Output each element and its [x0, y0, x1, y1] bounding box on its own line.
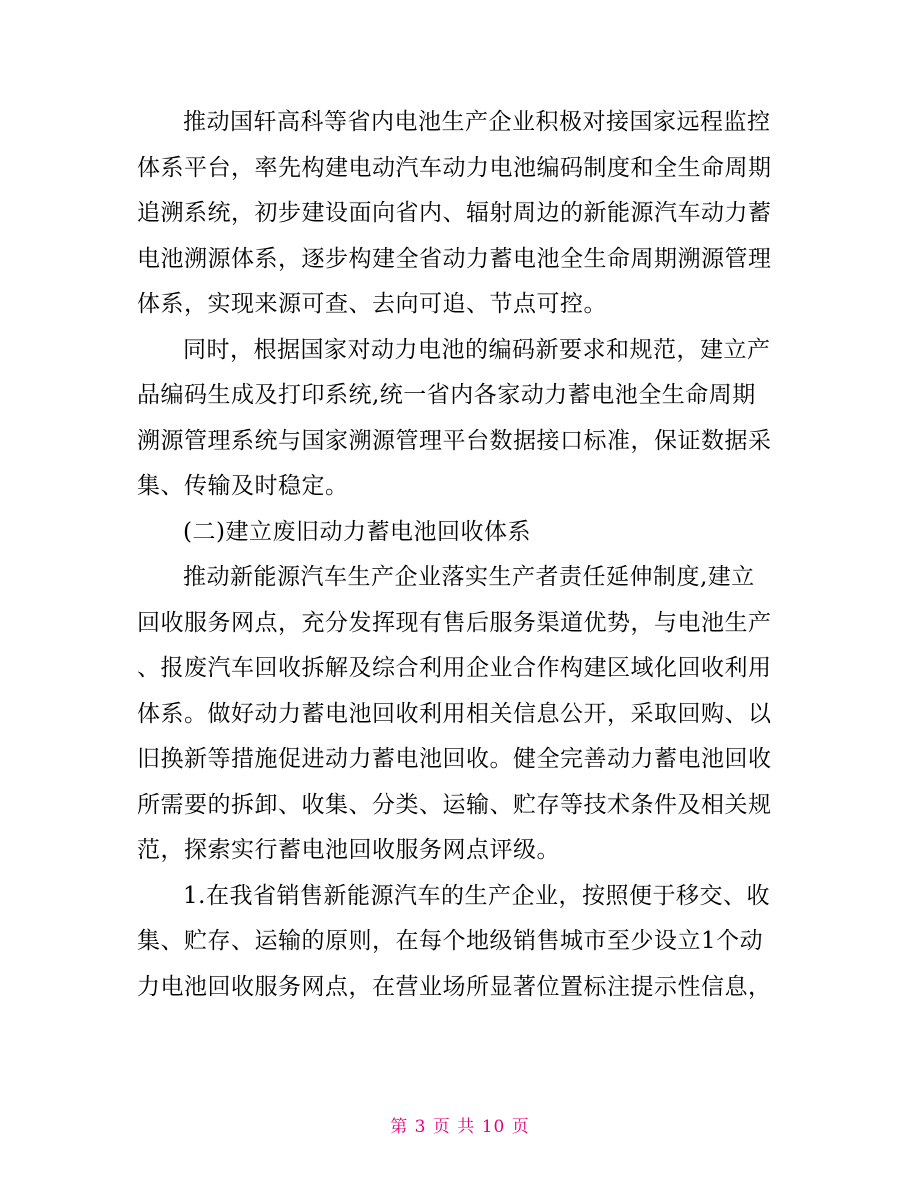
text-line: 推动国轩高科等省内电池生产企业积极对接国家远程监控 — [183, 109, 771, 135]
text-line: 力电池回收服务网点，在营业场所显著位置标注提示性信息， — [137, 973, 772, 1000]
text-line: 回收服务网点，充分发挥现有售后服务渠道优势，与电池生产 — [137, 609, 772, 636]
text-line: 1.在我省销售新能源汽车的生产企业，按照便于移交、收 — [183, 882, 770, 909]
text-line: 品编码生成及打印系统,统一省内各家动力蓄电池全生命周期 — [137, 382, 756, 408]
text-line: (二)建立废旧动力蓄电池回收体系 — [183, 518, 531, 545]
page-footer: 第 3 页 共 10 页 — [390, 1117, 530, 1137]
text-line: 、报废汽车回收拆解及综合利用企业合作构建区域化回收利用 — [137, 655, 772, 681]
paragraph — [137, 100, 787, 328]
text-line: 同时，根据国家对动力电池的编码新要求和规范，建立产 — [183, 336, 771, 363]
text-line: 所需要的拆卸、收集、分类、运输、贮存等技术条件及相关规 — [137, 791, 772, 818]
text-line: 集、传输及时稳定。 — [137, 473, 349, 499]
text-line: 体系，实现来源可查、去向可追、节点可控。 — [137, 291, 607, 317]
paragraph — [137, 510, 787, 556]
text-line: 集、贮存、运输的原则，在每个地级销售城市至少设立1个动 — [137, 928, 764, 954]
text-line: 推动新能源汽车生产企业落实生产者责任延伸制度,建立 — [183, 564, 755, 590]
paragraph — [137, 328, 787, 510]
text-line: 溯源管理系统与国家溯源管理平台数据接口标准，保证数据采 — [137, 427, 772, 454]
text-line: 电池溯源体系，逐步构建全省动力蓄电池全生命周期溯源管理 — [137, 245, 772, 272]
paragraph — [137, 555, 787, 874]
document-body — [137, 100, 787, 1010]
text-line: 范，探索实行蓄电池回收服务网点评级。 — [137, 837, 560, 863]
text-line: 体系。做好动力蓄电池回收利用相关信息公开，采取回购、以 — [137, 700, 772, 727]
text-line: 旧换新等措施促进动力蓄电池回收。健全完善动力蓄电池回收 — [137, 746, 772, 772]
text-line: 体系平台，率先构建电动汽车动力电池编码制度和全生命周期 — [137, 154, 772, 181]
paragraph — [137, 874, 787, 1011]
text-line: 追溯系统，初步建设面向省内、辐射周边的新能源汽车动力蓄 — [137, 200, 772, 226]
